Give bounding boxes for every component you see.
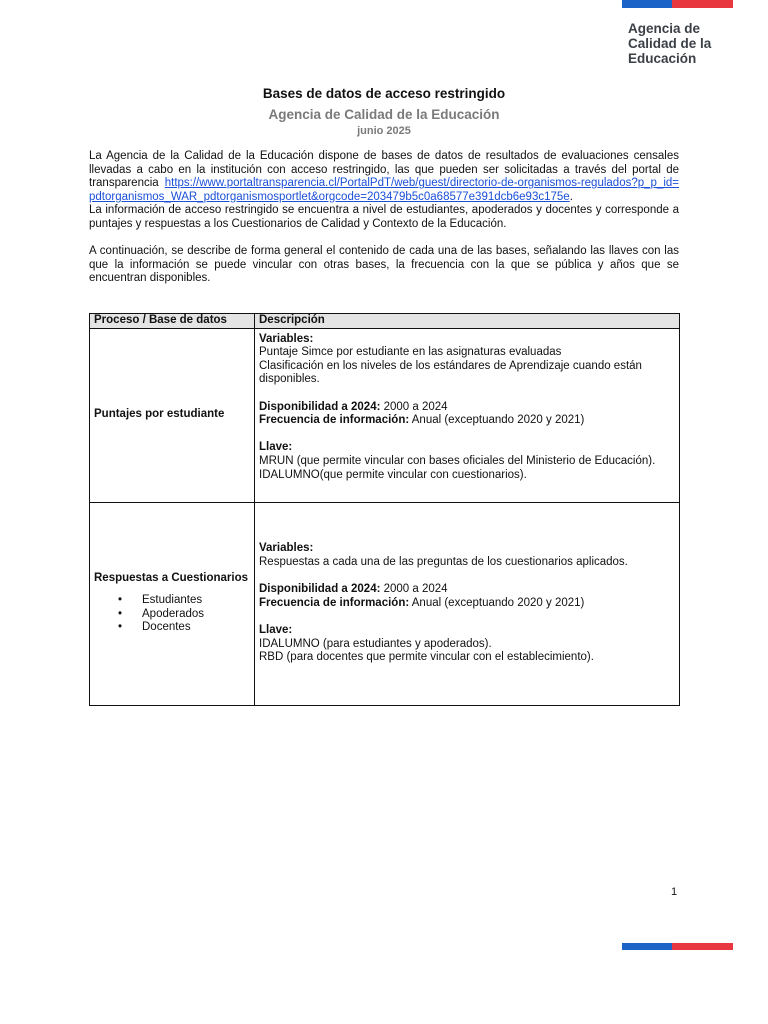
- description-cell: [255, 328, 680, 502]
- intro-section: [89, 150, 679, 286]
- databases-table: [89, 313, 680, 706]
- key-label: Llave:: [259, 623, 293, 636]
- list-item: • Estudiantes: [118, 594, 250, 608]
- logo-line-3: Educación: [628, 51, 697, 66]
- variables-label: Variables:: [259, 332, 314, 345]
- process-cell: Puntajes por estudiante: [90, 328, 255, 502]
- agency-logo: [628, 21, 738, 66]
- list-item: • Docentes: [118, 621, 250, 635]
- logo-line-1: Agencia de: [628, 21, 701, 36]
- column-header-process: Proceso / Base de datos: [90, 314, 255, 329]
- variables-line: Respuestas a cada una de las preguntas de los cuestionarios aplicados.: [259, 556, 628, 569]
- page-number: 1: [671, 886, 678, 898]
- description-cell: [255, 502, 680, 705]
- intro-paragraph-1: La Agencia de la Calidad de la Educación dispone de bases de datos de resultados de evaluaciones censales llevadas a cabo en la institución con acceso restringido, las que pueden ser solicitadas a través del portal de transparencia https://www.portaltransparencia.cl/PortalPdT/web/guest/directorio-de-organismos-regulados?p_p_id=pdtorganismos_WAR_pdtorganismosportlet&orgcode=203479b5c0a68577e391dcb6e93c175e.: [89, 150, 679, 203]
- respondent-list: [94, 594, 250, 635]
- stripe-red-segment: [672, 0, 733, 8]
- transparency-portal-link[interactable]: https://www.portaltransparencia.cl/PortalPdT/web/guest/directorio-de-organismos-regulados?p_p_id=pdtorganismos_WAR_pdtorganismosportlet&orgcode=203479b5c0a68577e391dcb6e93c175e: [89, 177, 679, 203]
- document-subtitle: Agencia de Calidad de la Educación: [268, 107, 500, 122]
- column-header-description: Descripción: [255, 314, 680, 329]
- stripe-red-segment: [672, 943, 733, 950]
- document-title: Bases de datos de acceso restringido: [262, 86, 506, 101]
- document-date: junio 2025: [357, 125, 411, 137]
- availability-line: Disponibilidad a 2024: 2000 a 2024: [259, 400, 448, 413]
- key-line: IDALUMNO(que permite vincular con cuestionarios).: [259, 468, 527, 481]
- intro-paragraph-2: La información de acceso restringido se encuentra a nivel de estudiantes, apoderados y docentes y corresponde a puntajes y respuestas a los Cuestionarios de Calidad y Contexto de la Educación.: [89, 204, 679, 230]
- table-row: [90, 502, 680, 705]
- process-cell: Respuestas a Cuestionarios • Estudiantes • Apoderados • Docentes: [90, 502, 255, 705]
- key-line: IDALUMNO (para estudiantes y apoderados).: [259, 637, 492, 650]
- logo-line-2: Calidad de la: [628, 36, 712, 51]
- frequency-line: Frecuencia de información: Anual (exceptuando 2020 y 2021): [259, 596, 585, 609]
- key-line: MRUN (que permite vincular con bases oficiales del Ministerio de Educación).: [259, 454, 656, 467]
- stripe-blue-segment: [622, 0, 672, 8]
- availability-line: Disponibilidad a 2024: 2000 a 2024: [259, 583, 448, 596]
- list-item: • Apoderados: [118, 608, 250, 622]
- variables-line: Clasificación en los niveles de los estándares de Aprendizaje cuando están disponibles.: [259, 359, 642, 386]
- key-line: RBD (para docentes que permite vincular con el establecimiento).: [259, 651, 594, 664]
- variables-label: Variables:: [259, 542, 314, 555]
- key-label: Llave:: [259, 441, 293, 454]
- intro-paragraph-3: A continuación, se describe de forma general el contenido de cada una de las bases, señalando las llaves con las que la información se puede vincular con otras bases, la frecuencia con la que se pública y años que se encuentran disponibles.: [89, 245, 679, 285]
- table-row: [90, 328, 680, 502]
- document-header: [0, 86, 768, 137]
- stripe-blue-segment: [622, 943, 672, 950]
- variables-line: Puntaje Simce por estudiante en las asignaturas evaluadas: [259, 346, 562, 359]
- top-color-stripe: [622, 0, 733, 8]
- bottom-color-stripe: [622, 943, 733, 950]
- table-header-row: [90, 314, 680, 329]
- frequency-line: Frecuencia de información: Anual (exceptuando 2020 y 2021): [259, 414, 585, 427]
